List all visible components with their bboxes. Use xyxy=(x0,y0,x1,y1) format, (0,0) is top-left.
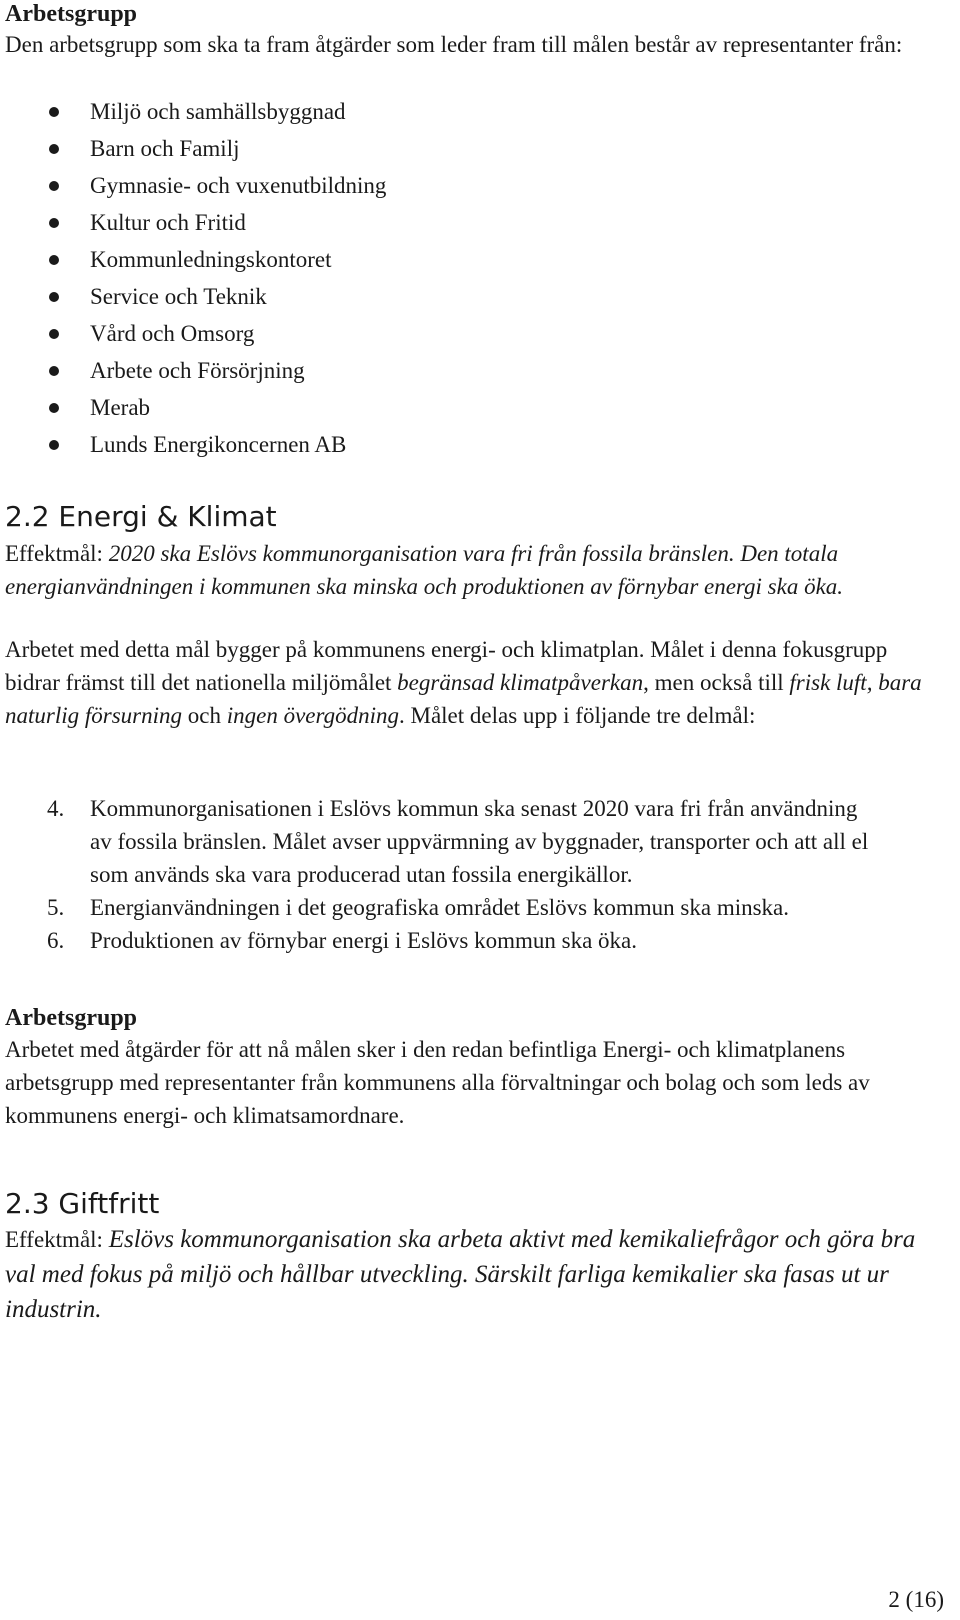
section-heading-energi-klimat: 2.2 Energi & Klimat xyxy=(5,500,277,533)
energi-effektmal xyxy=(5,537,905,603)
subgoal-list xyxy=(5,792,875,957)
arbetsgrupp-text-2: Arbetet med åtgärder för att nå målen sker i den redan befintliga Energi- och klimatplanens arbetsgrupp med representanter från kommunens alla förvaltningar och bolag och som leds av kommunens energi- och klimatsamordnare. xyxy=(5,1037,870,1128)
effektmal-label: Effektmål: xyxy=(5,1227,109,1252)
list-item: 6. Produktionen av förnybar energi i Eslövs kommun ska öka. xyxy=(5,924,875,957)
bullet-icon xyxy=(49,218,59,228)
bullet-icon xyxy=(49,107,59,117)
list-number: 5. xyxy=(47,895,65,920)
arbetsgrupp-intro: Den arbetsgrupp som ska ta fram åtgärder som leder fram till målen består av representanter från: xyxy=(5,32,903,57)
bullet-icon xyxy=(49,292,59,302)
energi-body: Arbetet med detta mål bygger på kommunens energi- och klimatplan. Målet i denna fokusgrupp bidrar främst till det nationella miljömålet begränsad klimatpåverkan, men också till frisk luft, bara naturlig försurning och ingen övergödning. Målet delas upp i följande tre delmål: xyxy=(5,637,922,728)
list-number: 4. xyxy=(47,796,65,821)
page-number: 2 (16) xyxy=(888,1587,944,1612)
list-item: Vård och Omsorg xyxy=(5,315,905,352)
bullet-icon xyxy=(49,329,59,339)
bullet-icon xyxy=(49,181,59,191)
bullet-icon xyxy=(49,403,59,413)
arbetsgrupp-heading-2: Arbetsgrupp xyxy=(5,1005,138,1031)
list-item: 4. Kommunorganisationen i Eslövs kommun ska senast 2020 vara fri från användning av fossila bränslen. Målet avser uppvärmning av byggnader, transporter och att all el som används ska vara producerad utan fossila energikällor. xyxy=(5,792,875,891)
list-item: Arbete och Försörjning xyxy=(5,352,905,389)
effektmal-text: Eslövs kommunorganisation ska arbeta aktivt med kemikaliefrågor och göra bra val med fokus på miljö och hållbar utveckling. Särskilt farliga kemikalier ska fasas ut ur industrin. xyxy=(5,1226,916,1323)
list-item: 5. Energianvändningen i det geografiska området Eslövs kommun ska minska. xyxy=(5,891,875,924)
effektmal-label: Effektmål: xyxy=(5,541,109,566)
list-item: Miljö och samhällsbyggnad xyxy=(5,93,905,130)
list-item: Gymnasie- och vuxenutbildning xyxy=(5,167,905,204)
list-item: Kultur och Fritid xyxy=(5,204,905,241)
giftfritt-effektmal xyxy=(5,1222,940,1327)
effektmal-text: 2020 ska Eslövs kommunorganisation vara fri från fossila bränslen. Den totala energianvändningen i kommunen ska minska och produktionen av förnybar energi ska öka. xyxy=(5,541,844,599)
bullet-icon xyxy=(49,255,59,265)
list-item: Kommunledningskontoret xyxy=(5,241,905,278)
section-heading-giftfritt: 2.3 Giftfritt xyxy=(5,1187,160,1220)
bullet-icon xyxy=(49,366,59,376)
list-item: Lunds Energikoncernen AB xyxy=(5,426,905,463)
bullet-icon xyxy=(49,440,59,450)
bullet-icon xyxy=(49,144,59,154)
list-item: Merab xyxy=(5,389,905,426)
arbetsgrupp-heading: Arbetsgrupp xyxy=(5,1,138,27)
member-list xyxy=(5,93,905,463)
list-item: Barn och Familj xyxy=(5,130,905,167)
list-number: 6. xyxy=(47,928,65,953)
list-item: Service och Teknik xyxy=(5,278,905,315)
